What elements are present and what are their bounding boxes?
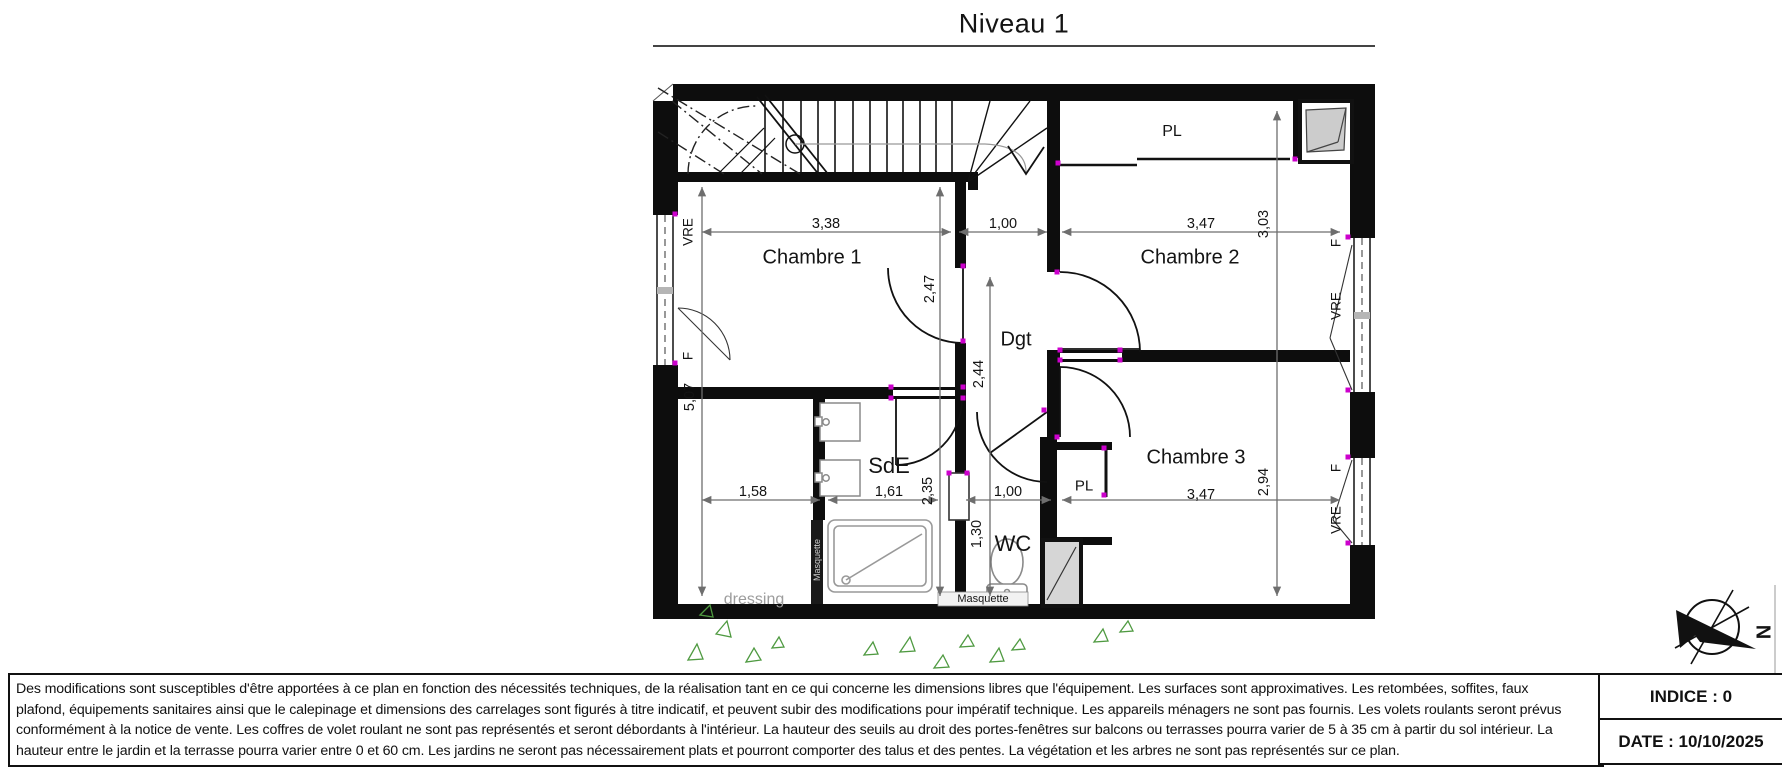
- annotation-vre-ch2: VRE: [1328, 292, 1344, 320]
- annotation-f-ch2: F: [1328, 238, 1344, 248]
- room-label-chambre2: Chambre 2: [1140, 246, 1240, 269]
- room-label-chambre1: Chambre 1: [762, 246, 862, 269]
- door-chambre2: [1060, 272, 1140, 352]
- skylight-box: [1300, 101, 1352, 162]
- corner-marker: [653, 84, 673, 101]
- disclaimer-line-1: Des modifications sont susceptibles d'être apportées à ce plan en fonction des nécessités techniques, de la réalisation tant en ce qui concerne les dimensions libres que l'équipement. Les surfaces sont approximatives. Les retombées, soffites, faux: [16, 681, 1529, 697]
- annotation-vre-ch3: VRE: [1328, 506, 1344, 534]
- disclaimer-line-2: plafond, équipements sanitaires ainsi que le calepinage et dimensions des carrelages sont figurés à titre indicatif, et peuvent subir des modifications pour impératif technique. Les appareils ménagers ne sont pas fournis. Les volets roulants seront prévus: [16, 701, 1562, 718]
- annotation-vre-left: VRE: [680, 218, 696, 246]
- room-label-placard-top: PL: [1162, 123, 1182, 140]
- page-title: Niveau 1: [958, 8, 1070, 39]
- dim-wc-height: 1,30: [969, 519, 985, 549]
- dim-top-stair: 3,38: [811, 216, 841, 232]
- dim-height-ch2: 3,03: [1256, 209, 1272, 239]
- indice-box: INDICE : 0: [1598, 673, 1782, 720]
- dim-bottom-dressing: 1,58: [738, 484, 768, 500]
- annotation-f-left: F: [680, 351, 696, 361]
- dim-bottom-ch3: 3,47: [1186, 487, 1216, 503]
- room-label-wc: WC: [994, 531, 1032, 556]
- dim-top-ch2: 3,47: [1186, 216, 1216, 232]
- sliding-panel: [949, 473, 969, 520]
- dim-top-palier: 1,00: [988, 216, 1018, 232]
- date-box: DATE : 10/10/2025: [1598, 718, 1782, 765]
- room-label-degagement: Dgt: [1000, 328, 1032, 351]
- window-right-ch2: [1350, 238, 1375, 392]
- dim-bottom-sde: 1,61: [874, 484, 904, 500]
- closet-shelf-lines: [1060, 159, 1290, 165]
- window-left: [653, 215, 678, 365]
- interior-walls: [678, 101, 1350, 604]
- masquette-label-horizontal: Masquette: [957, 593, 1009, 605]
- dim-height-ch3: 2,94: [1256, 467, 1272, 497]
- compass-icon: [1675, 590, 1756, 664]
- staircase: [658, 88, 1047, 182]
- dim-bottom-wc: 1,00: [993, 484, 1023, 500]
- dim-dgt: 2,44: [971, 359, 987, 389]
- room-label-dressing: dressing: [723, 591, 785, 608]
- disclaimer-line-4: hauteur entre le jardin et la terrasse pourra varier entre 0 et 60 cm. Les jardins ne seront pas nécessairement plats et pourront comporter des talus et des pentes. La végétation et les arbres ne sont pas représentés sur ce plan.: [16, 742, 1400, 759]
- room-label-sde: SdE: [868, 453, 910, 478]
- wc-window-gray: [1043, 540, 1081, 606]
- annotation-f-ch3: F: [1328, 463, 1344, 473]
- door-chambre3: [1060, 367, 1130, 437]
- masquette-label-vertical: Masquette: [812, 538, 822, 582]
- room-label-chambre3: Chambre 3: [1146, 446, 1246, 469]
- shower: [828, 520, 932, 592]
- door-wc: [977, 412, 1047, 482]
- room-label-placard-ch3: PL: [1074, 477, 1094, 495]
- dim-ch1-door: 2,47: [922, 274, 938, 304]
- disclaimer-line-3: conformément à la notice de vente. Les coffres de volet roulant ne sont pas représentés et seront débordants à l'intérieur. La hauteur des seuils au droit des portes-fenêtres sur balcons ou terrasses pourra varier de 5 à 35 cm à partir du sol intérieur. La: [16, 722, 1553, 739]
- window-right-ch3: [1350, 458, 1375, 545]
- disclaimer-box: [8, 673, 1604, 767]
- dim-left-total: 5,07: [682, 382, 698, 412]
- north-label: N: [1751, 624, 1774, 640]
- dim-sde: 2,35: [920, 476, 936, 506]
